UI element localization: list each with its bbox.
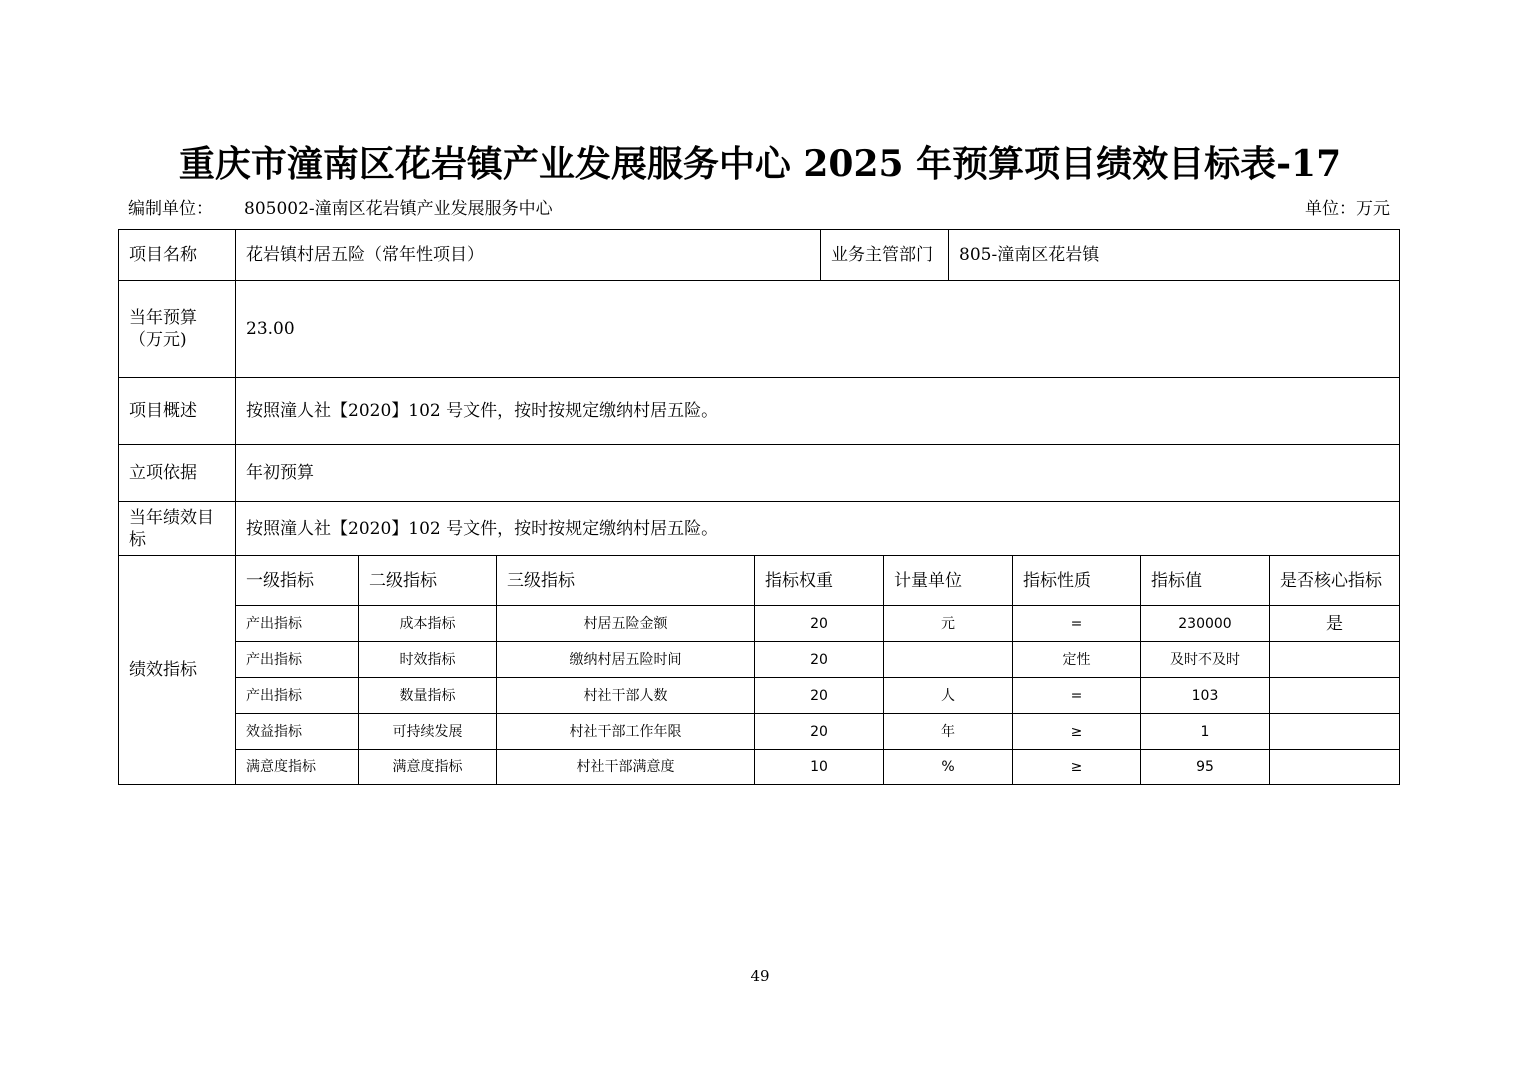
table-cell: ≥ <box>1012 749 1140 784</box>
budget-label: 当年预算（万元) <box>119 280 235 377</box>
table-cell: 年 <box>883 713 1012 749</box>
budget-value: 23.00 <box>235 280 1399 377</box>
page-title: 重庆市潼南区花岩镇产业发展服务中心 2025 年预算项目绩效目标表-17 <box>178 143 1342 185</box>
project-name-value: 花岩镇村居五险（常年性项目） <box>235 230 820 280</box>
table-cell <box>1269 641 1399 677</box>
header-nature: 指标性质 <box>1012 555 1140 605</box>
table-cell: = <box>1012 677 1140 713</box>
table-cell <box>1269 749 1399 784</box>
table-cell <box>883 641 1012 677</box>
table-cell: 效益指标 <box>235 713 358 749</box>
table-cell: 村社干部满意度 <box>496 749 754 784</box>
table-cell: 产出指标 <box>235 641 358 677</box>
header-value: 指标值 <box>1140 555 1269 605</box>
compiling-unit-label: 编制单位： <box>128 199 213 219</box>
compiling-unit-value: 805002-潼南区花岩镇产业发展服务中心 <box>244 199 553 219</box>
basis-value: 年初预算 <box>235 444 1399 501</box>
table-cell: 20 <box>754 713 883 749</box>
header-unit: 计量单位 <box>883 555 1012 605</box>
table-cell: 95 <box>1140 749 1269 784</box>
table-cell: 满意度指标 <box>235 749 358 784</box>
table-cell: 1 <box>1140 713 1269 749</box>
table-cell: 产出指标 <box>235 605 358 641</box>
header-core: 是否核心指标 <box>1269 555 1399 605</box>
table-cell: 产出指标 <box>235 677 358 713</box>
overview-value: 按照潼人社【2020】102 号文件，按时按规定缴纳村居五险。 <box>235 377 1399 444</box>
dept-label: 业务主管部门 <box>820 230 948 280</box>
table-cell: % <box>883 749 1012 784</box>
indicators-label: 绩效指标 <box>119 555 235 784</box>
table-cell: 可持续发展 <box>358 713 496 749</box>
table-cell: 村居五险金额 <box>496 605 754 641</box>
table-cell: 10 <box>754 749 883 784</box>
project-name-label: 项目名称 <box>129 245 197 265</box>
table-cell: 时效指标 <box>358 641 496 677</box>
table-cell: 230000 <box>1140 605 1269 641</box>
table-cell: 村社干部人数 <box>496 677 754 713</box>
header-level1: 一级指标 <box>235 555 358 605</box>
table-cell: 20 <box>754 641 883 677</box>
goal-value: 按照潼人社【2020】102 号文件，按时按规定缴纳村居五险。 <box>235 501 1399 555</box>
table-cell <box>1269 677 1399 713</box>
table-cell <box>1269 713 1399 749</box>
currency-unit: 单位：万元 <box>1305 199 1390 219</box>
table-cell: 及时不及时 <box>1140 641 1269 677</box>
table-cell: 20 <box>754 677 883 713</box>
table-cell: 村社干部工作年限 <box>496 713 754 749</box>
table-cell: 人 <box>883 677 1012 713</box>
page-number: 49 <box>750 967 770 985</box>
overview-label: 项目概述 <box>119 377 235 444</box>
dept-value: 805-潼南区花岩镇 <box>948 230 1399 280</box>
table-cell: = <box>1012 605 1140 641</box>
header-level2: 二级指标 <box>358 555 496 605</box>
table-cell: 是 <box>1269 605 1399 641</box>
table-cell: 数量指标 <box>358 677 496 713</box>
table-cell: 20 <box>754 605 883 641</box>
basis-label: 立项依据 <box>119 444 235 501</box>
table-cell: 103 <box>1140 677 1269 713</box>
goal-label: 当年绩效目标 <box>119 501 235 555</box>
table-cell: 满意度指标 <box>358 749 496 784</box>
table-cell: 缴纳村居五险时间 <box>496 641 754 677</box>
header-level3: 三级指标 <box>496 555 754 605</box>
header-weight: 指标权重 <box>754 555 883 605</box>
performance-table <box>118 229 1400 785</box>
table-cell: ≥ <box>1012 713 1140 749</box>
table-cell: 定性 <box>1012 641 1140 677</box>
table-cell: 元 <box>883 605 1012 641</box>
table-cell: 成本指标 <box>358 605 496 641</box>
